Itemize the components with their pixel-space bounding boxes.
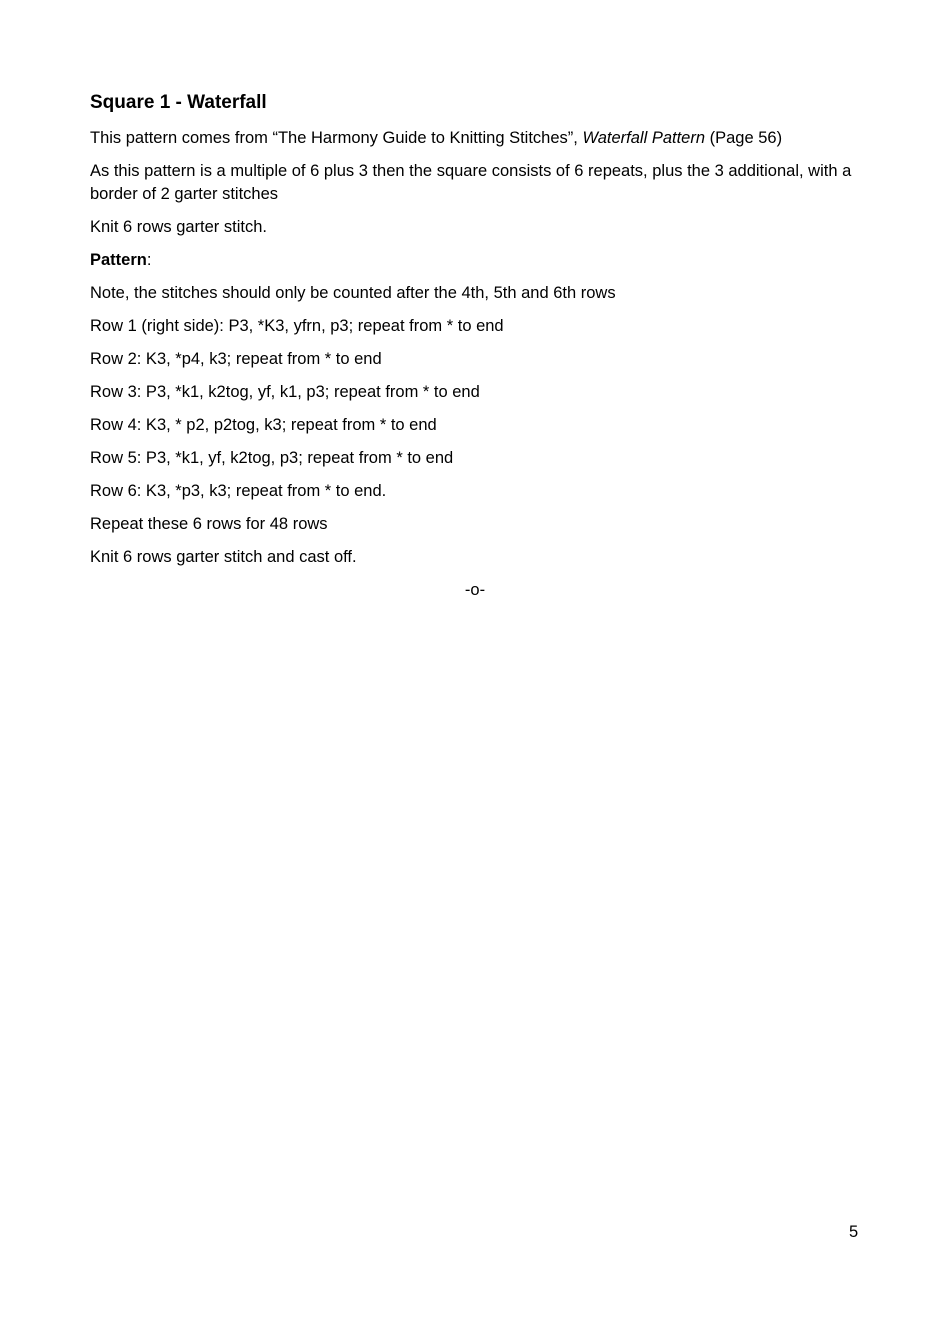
source-title-italic: Waterfall Pattern	[582, 129, 706, 147]
pattern-row: Row 2: K3, *p4, k3; repeat from * to end	[90, 350, 382, 368]
source-prefix: This pattern comes from “The Harmony Guide to Knitting Stitches”,	[90, 129, 583, 147]
pattern-row: Row 3: P3, *k1, k2tog, yf, k1, p3; repeat from * to end	[90, 383, 480, 401]
section-heading: Square 1 - Waterfall	[90, 92, 267, 113]
pattern-row: Row 1 (right side): P3, *K3, yfrn, p3; repeat from * to end	[90, 317, 504, 335]
source-paragraph	[90, 127, 860, 150]
pattern-row: Row 5: P3, *k1, yf, k2tog, p3; repeat from * to end	[90, 449, 454, 467]
pattern-label-colon: :	[146, 251, 152, 269]
document-page	[90, 90, 860, 602]
pattern-label	[90, 249, 860, 272]
page-number: 5	[849, 1223, 859, 1241]
pattern-row: Row 4: K3, * p2, p2tog, k3; repeat from * to end	[90, 416, 437, 434]
section-separator: -o-	[464, 581, 486, 599]
start-instruction: Knit 6 rows garter stitch.	[90, 218, 267, 236]
intro-paragraph: As this pattern is a multiple of 6 plus 3 then the square consists of 6 repeats, plus the 3 additional, with a border of 2 garter stitches	[90, 162, 852, 203]
source-suffix: (Page 56)	[705, 129, 783, 147]
pattern-label-bold: Pattern	[90, 251, 147, 269]
finish-instruction: Knit 6 rows garter stitch and cast off.	[90, 548, 357, 566]
pattern-row: Row 6: K3, *p3, k3; repeat from * to end.	[90, 482, 387, 500]
note-paragraph: Note, the stitches should only be counted after the 4th, 5th and 6th rows	[90, 284, 616, 302]
repeat-instruction: Repeat these 6 rows for 48 rows	[90, 515, 328, 533]
